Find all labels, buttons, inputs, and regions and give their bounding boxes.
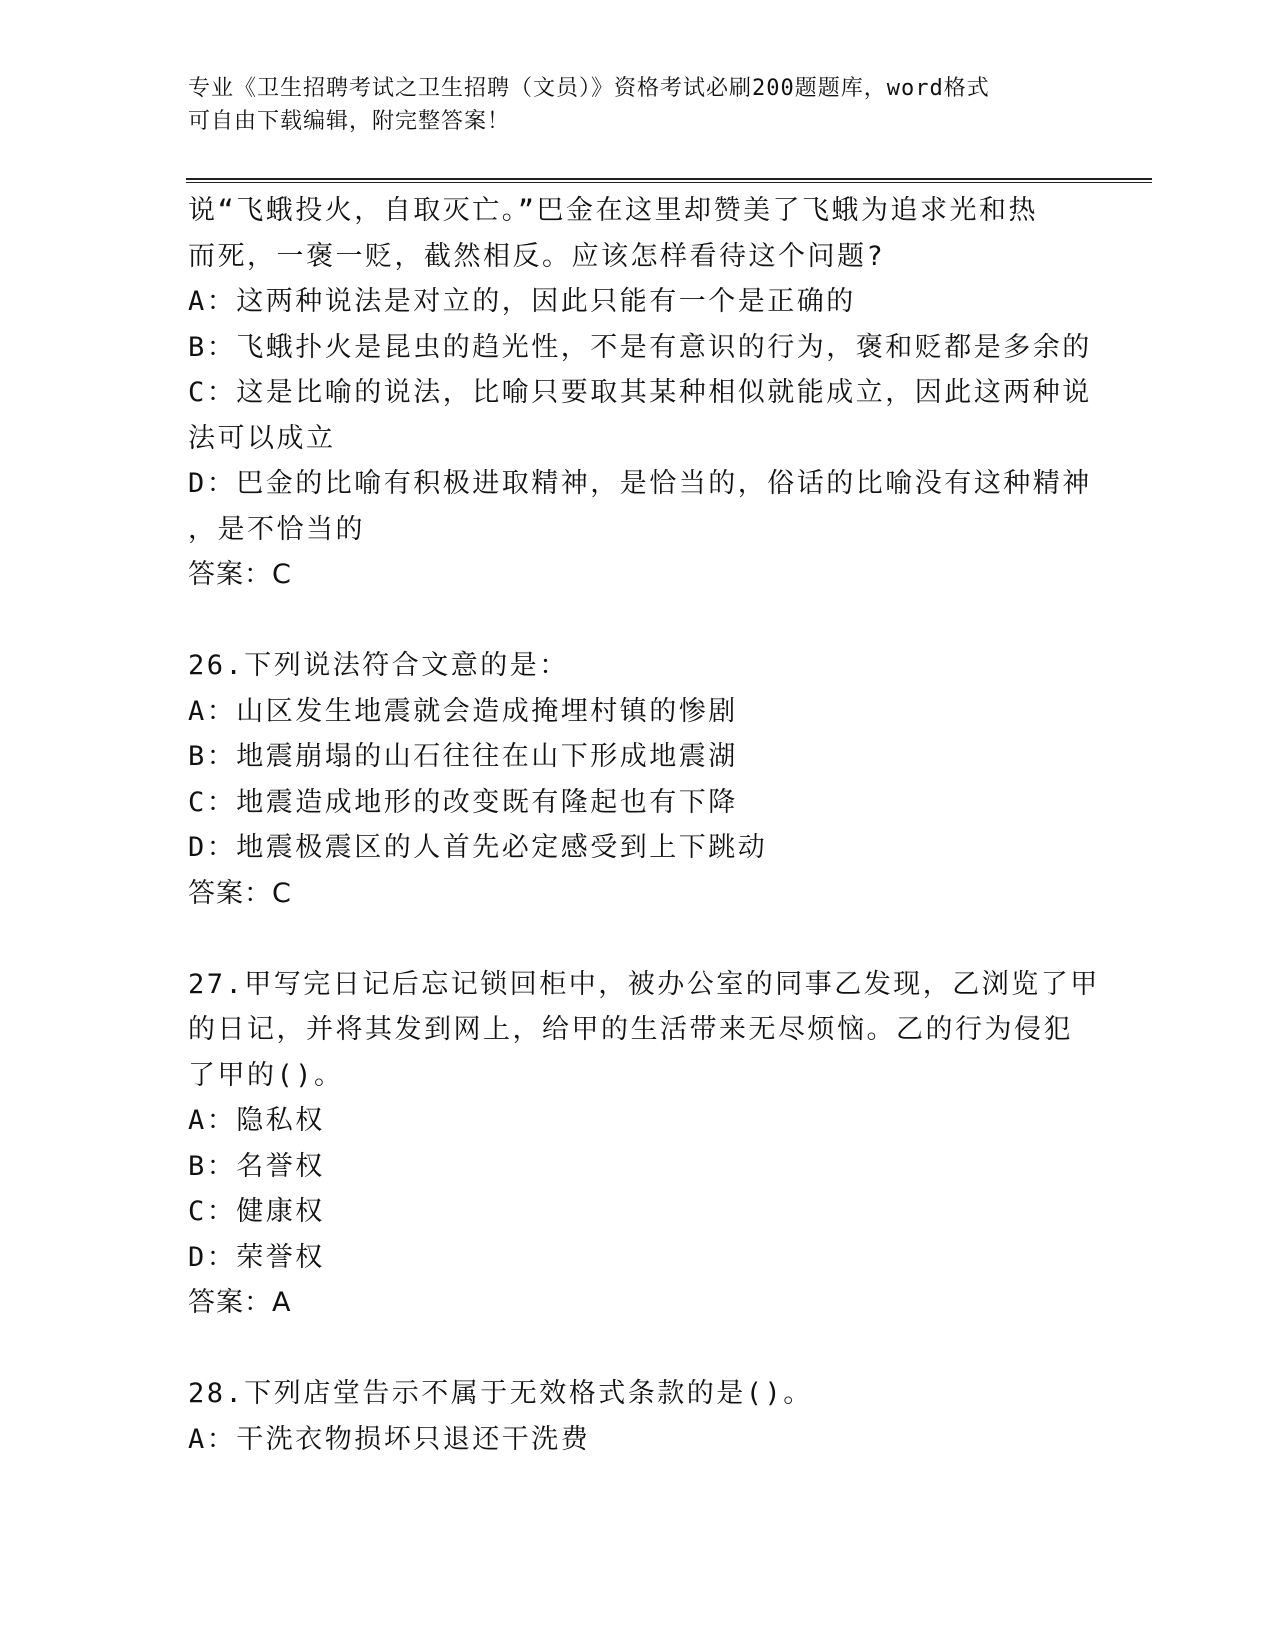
spacer [188,1326,1088,1372]
question-28 [188,1371,1088,1462]
header-divider [186,178,1152,183]
question-stem-line: 27.甲写完日记后忘记锁回柜中，被办公室的同事乙发现，乙浏览了甲 [188,968,1100,1000]
header-line-1: 专业《卫生招聘考试之卫生招聘（文员）》资格考试必刷200题题库，word格式 [188,76,990,101]
option-c: C：健康权 [188,1196,325,1227]
page-header [188,72,1088,138]
question-stem-line: 说“飞蛾投火，自取灭亡。”巴金在这里却赞美了飞蛾为追求光和热 [188,195,1039,226]
option-d: D：地震极震区的人首先必定感受到上下跳动 [188,832,768,863]
spacer [188,598,1088,644]
document-body [188,188,1100,1462]
option-b: B：地震崩塌的山石往往在山下形成地震湖 [188,741,738,772]
option-c-line: 法可以成立 [188,422,336,454]
option-a: A：这两种说法是对立的，因此只能有一个是正确的 [188,286,856,317]
option-d: D：荣誉权 [188,1241,325,1273]
question-27 [188,962,1100,1326]
question-26 [188,643,1088,916]
option-d-line: D：巴金的比喻有积极进取精神，是恰当的，俗话的比喻没有这种精神 [188,468,1092,499]
option-b: B：名誉权 [188,1150,325,1182]
option-c: C：地震造成地形的改变既有隆起也有下降 [188,786,738,818]
question-stem-line: 的日记，并将其发到网上，给甲的生活带来无尽烦恼。乙的行为侵犯 [188,1014,1073,1045]
answer: 答案：A [188,1287,292,1318]
question-stem-line: 了甲的()。 [188,1059,344,1091]
option-a: A：隐私权 [188,1105,325,1136]
answer: 答案：C [188,559,292,590]
question-25 [188,188,1092,598]
question-stem: 28.下列店堂告示不属于无效格式条款的是()。 [188,1378,813,1409]
option-d-line: ，是不恰当的 [188,513,365,545]
answer: 答案：C [188,877,292,909]
spacer [188,916,1088,962]
option-b: B：飞蛾扑火是昆虫的趋光性，不是有意识的行为，褒和贬都是多余的 [188,331,1092,363]
option-a: A：山区发生地震就会造成掩埋村镇的惨剧 [188,695,738,727]
question-stem: 26.下列说法符合文意的是： [188,650,569,681]
header-line-2: 可自由下载编辑，附完整答案！ [188,109,511,134]
option-c-line: C：这是比喻的说法，比喻只要取其某种相似就能成立，因此这两种说 [188,377,1092,408]
question-stem-line: 而死，一褒一贬，截然相反。应该怎样看待这个问题? [188,240,886,272]
option-a: A：干洗衣物损坏只退还干洗费 [188,1423,591,1455]
